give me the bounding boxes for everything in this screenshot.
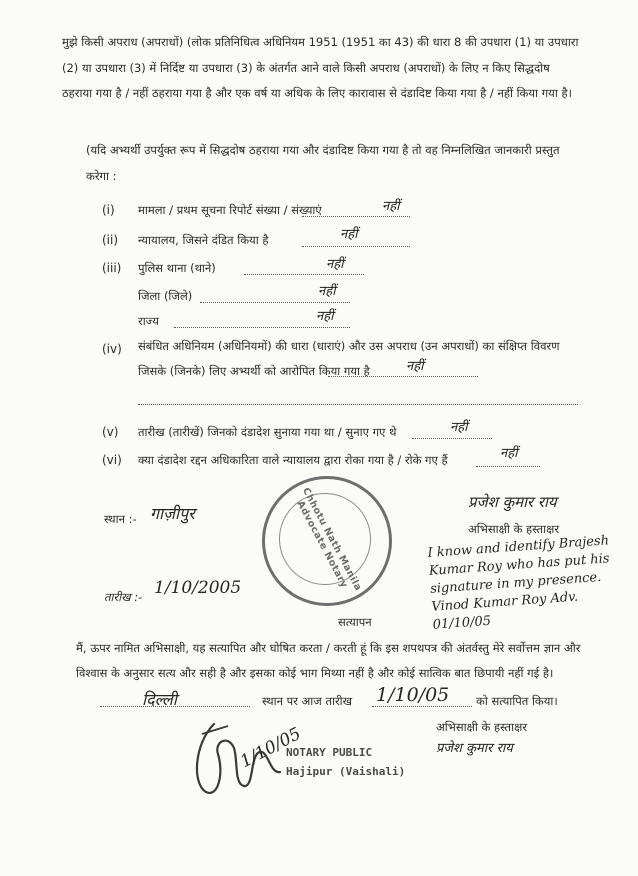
item-answer: नहीं [382,199,400,214]
answer-line [328,376,478,377]
bottom-date-scrawl: 1/10/05 [237,723,305,773]
item-label: जिला (जिले) [138,289,193,303]
item-answer: नहीं [500,446,518,461]
item-number: (v) [102,425,119,439]
notary-seal-text: Chhotu Nath Manila Advocate Notary [294,485,364,593]
verification-sign-value: प्रजेश कुमार राय [436,741,513,756]
notary-seal [262,476,392,606]
item-answer: नहीं [316,309,334,324]
candidate-signature: प्रजेश कुमार राय [468,493,557,511]
verification-text: मैं, ऊपर नामित अभिसाक्षी, यह सत्यापित और घोषित करता / करती हूं कि इस शपथपत्र की अंतर्वस्तु मेरे सर्वोत्तम ज्ञान और विश्वास के अनुसार सत्य और सही है और इसका कोई भाग मिथ्या नहीं है और कोई सात्विक बात छिपायी नहीं गई है। [76,641,581,680]
item-number: (i) [102,203,115,217]
item-number: (iii) [102,261,122,275]
item-answer: नहीं [318,284,336,299]
item-label: राज्य [138,314,159,328]
item-label: क्या दंडादेश रद्दन अधिकारिता वाले न्यायालय द्वारा रोका गया है / रोके गए हैं [138,453,448,467]
answer-line-extra [138,404,578,405]
date-value: 1/10/2005 [154,578,242,598]
item-number: (ii) [102,233,119,247]
answer-line [412,438,492,439]
place-value: गाज़ीपुर [150,504,195,523]
stamp-line: Hajipur (Vaishali) [286,765,406,778]
item-answer: नहीं [450,420,468,435]
item-number: (vi) [102,453,122,467]
answer-line [302,216,410,217]
item-answer: नहीं [326,257,344,272]
verification-end-text: को सत्यापित किया। [476,694,558,708]
item-label: मामला / प्रथम सूचना रिपोर्ट संख्या / संख्याएं [138,203,322,217]
item-answer: नहीं [340,227,358,242]
notary-identification-note: I know and identify Brajesh Kumar Roy who has put his signature in my presence. Vinod Kumar Roy Adv. 01/10/05 [427,533,610,633]
answer-line [244,274,364,275]
declaration-paragraph-1: मुझे किसी अपराध (अपराधों) (लोक प्रतिनिधित्व अधिनियम 1951 (1951 का 43) की धारा 8 की उपधारा (1) या उपधारा (2) या उपधारा (3) में निर्दिष्ट या उपधारा (3) के अंतर्गत आने वाले किसी अपराध (अपराधों) के लिए न किए सिद्धदोष ठहराया गया है / नहीं ठहराया गया है और एक वर्ष या अधिक के लिए कारावास से दंडादिष्ट किया गया है / नहीं किया गया है। [62,35,579,100]
item-number: (iv) [102,342,122,356]
item-label: पुलिस थाना (थाने) [138,261,216,275]
verification-heading: सत्यापन [338,615,372,629]
date-label: तारीख :- [104,590,143,604]
verification-middle-text: स्थान पर आज तारीख [262,694,353,708]
verification-place-value: दिल्ली [142,690,177,709]
answer-line [302,246,410,247]
candidate-sign-label: अभिसाक्षी के हस्ताक्षर [468,522,560,536]
item-label: न्यायालय, जिसने दंडित किया है [138,233,269,247]
answer-line [476,466,540,467]
answer-line [174,327,350,328]
answer-line [200,302,350,303]
stamp-line: NOTARY PUBLIC [286,746,373,759]
declaration-paragraph-2: (यदि अभ्यर्थी उपर्युक्त रूप में सिद्धदोष ठहराया गया और दंडादिष्ट किया गया है तो वह निम्नलिखित जानकारी प्रस्तुत करेगा : [86,143,560,183]
item-label: संबंधित अधिनियम (अधिनियमों) की धारा (धाराएं) और उस अपराध (उन अपराधों) का संक्षिप्त विवरण जिसके (जिनके) लिए अभ्यर्थी को आरोपित किया गया है [138,339,560,378]
verification-sign-label: अभिसाक्षी के हस्ताक्षर [436,720,528,734]
item-label: तारीख (तारीखें) जिनको दंडादेश सुनाया गया था / सुनाए गए थे [138,425,397,439]
place-label: स्थान :- [104,512,137,526]
item-answer: नहीं [406,359,424,374]
notary-public-stamp [286,746,420,790]
verification-date-value: 1/10/05 [376,684,450,706]
verification-date-line [372,706,472,707]
